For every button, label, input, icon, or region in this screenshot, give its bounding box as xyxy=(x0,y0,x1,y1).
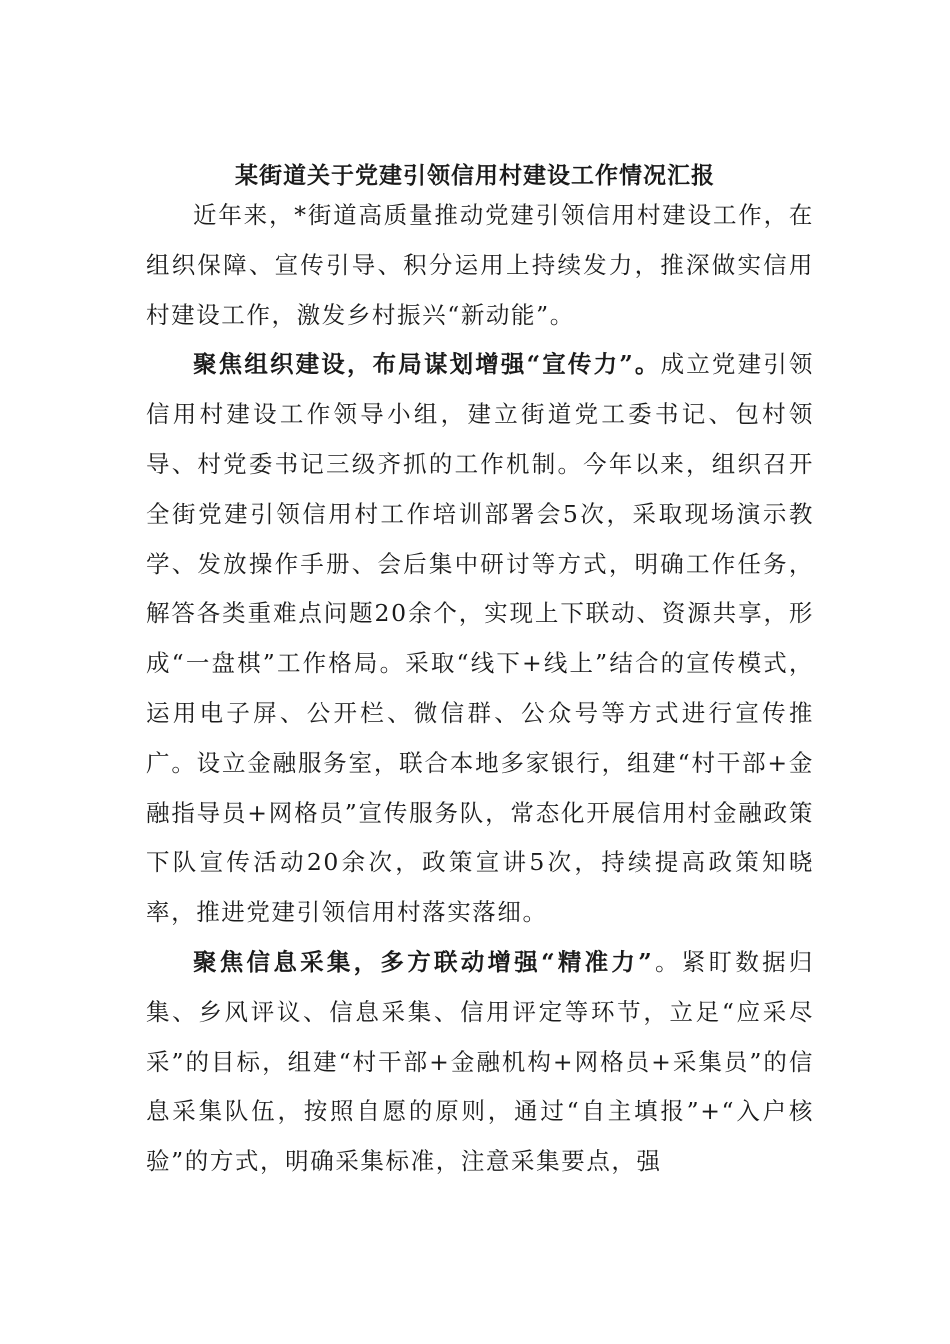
document-title: 某街道关于党建引领信用村建设工作情况汇报 xyxy=(235,162,715,189)
paragraph-text: 。紧盯数据归集、乡风评议、信息采集、信用评定等环节，立足“应采尽采”的目标，组建“村干部+金融机构+网格员+采集员”的信息采集队伍，按照自愿的原则，通过“自主填报”+“入户核验”的方式，明确采集标准，注意采集要点，强 xyxy=(146,947,814,1176)
paragraph-lead: 聚焦组织建设，布局谋划增强“宣传力”。 xyxy=(193,350,661,379)
paragraph-text: 近年来，*街道高质量推动党建引领信用村建设工作，在组织保障、宣传引导、积分运用上持续发力，推深做实信用村建设工作，激发乡村振兴“新动能”。 xyxy=(146,201,814,329)
paragraph-text: 成立党建引领信用村建设工作领导小组，建立街道党工委书记、包村领导、村党委书记三级齐抓的工作机制。今年以来，组织召开全街党建引领信用村工作培训部署会5次，采取现场演示教学、发放操作手册、会后集中研讨等方式，明确工作任务，解答各类重难点问题20余个，实现上下联动、资源共享，形成“一盘棋”工作格局。采取“线下+线上”结合的宣传模式，运用电子屏、公开栏、微信群、公众号等方式进行宣传推广。设立金融服务室，联合本地多家银行，组建“村干部+金融指导员+网格员”宣传服务队，常态化开展信用村金融政策下队宣传活动20余次，政策宣讲5次，持续提高政策知晓率，推进党建引领信用村落实落细。 xyxy=(146,350,814,927)
paragraph-organization xyxy=(146,340,814,938)
paragraph-intro xyxy=(146,191,814,340)
paragraph-information xyxy=(146,938,814,1187)
document-body xyxy=(146,191,814,1187)
paragraph-lead: 聚焦信息采集，多方联动增强“精准力” xyxy=(193,947,654,976)
